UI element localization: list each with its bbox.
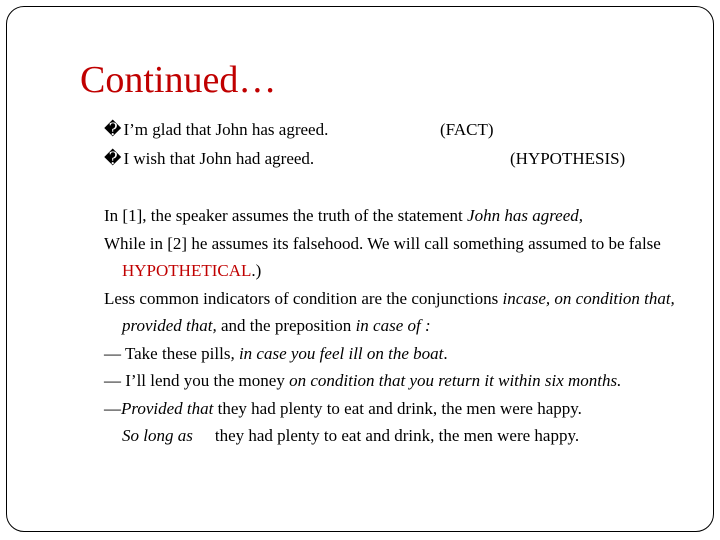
para6-dash: — [104,398,121,418]
paragraph-3 [104,285,684,340]
para3-italic-1: incase, on condition that, provided that, [122,288,675,335]
slide-body [104,202,684,450]
paragraph-6 [104,395,684,423]
paragraph-2 [104,230,684,285]
para2-highlight: HYPOTHETICAL [122,261,252,280]
para1-text: In [1], the speaker assumes the truth of the statement [104,206,468,225]
bullet-icon: � [104,149,122,168]
paragraph-7 [104,422,684,450]
para4-italic: , in case you feel ill on the boat [230,343,444,363]
para7-text: they had plenty to eat and drink, the men were happy. [214,426,580,445]
example-1 [104,120,328,140]
example-2-tag: (HYPOTHESIS) [510,149,626,168]
para6-italic: Provided that [121,398,214,418]
para5-text: — I’ll lend you the money [104,371,290,390]
para4-text: — Take these pills [104,343,231,363]
paragraph-5 [104,367,684,395]
example-2-text: I wish that John had agreed. [123,149,315,168]
example-2 [104,149,314,169]
example-1-tag: (FACT) [440,120,494,139]
para7-italic: So long as [122,426,193,445]
para2-text: While in [2] he assumes its falsehood. We will call something assumed to be false [104,233,661,253]
paragraph-4 [104,340,684,368]
para5-italic: on condition that you return it within six months. [289,371,622,390]
para3-italic-2: in case of : [355,316,431,335]
example-1-text: I’m glad that John has agreed. [123,120,329,139]
para2-end: .) [251,261,262,280]
para4-end: . [443,343,448,363]
paragraph-1 [104,202,684,230]
slide-title: Continued… [80,59,277,101]
para6-text: they had plenty to eat and drink, the men were happy. [213,398,582,418]
bullet-icon: � [104,120,122,139]
para3-text: Less common indicators of condition are the conjunctions [104,288,503,308]
para3-mid: and the preposition [216,316,356,335]
para1-italic: John has agreed, [467,206,584,225]
